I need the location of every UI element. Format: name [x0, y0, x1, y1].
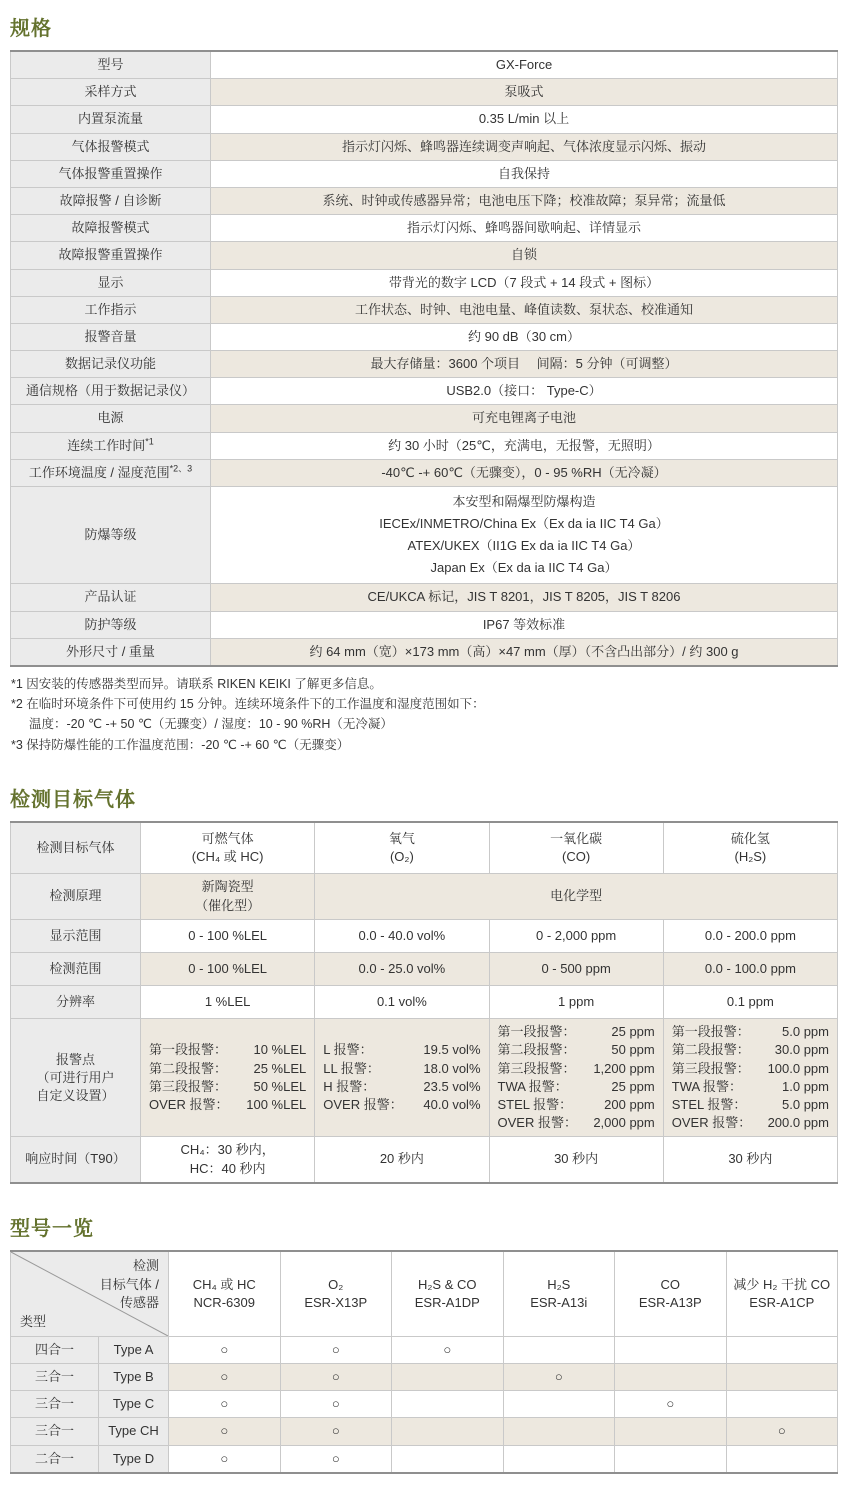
alarm-value: 40.0 vol% [423, 1097, 481, 1112]
spec-label: 报警音量 [11, 323, 211, 350]
footnote-marker: *1 [145, 436, 154, 447]
sensor-mark: ○ [169, 1445, 281, 1473]
corner-top-line: 检测 [132, 1257, 159, 1273]
sensor-mark [615, 1336, 727, 1363]
sensor-mark [392, 1363, 504, 1390]
footnote: *2 在临时环境条件下可使用约 15 分钟。连续环境条件下的工作温度和湿度范围如下： [11, 697, 485, 712]
spec-label: 防护等级 [11, 611, 211, 638]
explosion-line: 本安型和隔爆型防爆构造 [452, 494, 596, 509]
gas-display-range-row [11, 919, 838, 952]
model-type: Type B [99, 1363, 169, 1390]
spec-label: 采样方式 [11, 79, 211, 106]
sensor-mark [726, 1363, 838, 1390]
spec-row [11, 611, 838, 638]
alarm-label-line: （可进行用户 [36, 1069, 115, 1085]
response-value: 30 秒内 [663, 1137, 837, 1183]
model-category: 三合一 [11, 1363, 99, 1390]
sensor-gas: H₂S & CO [418, 1276, 477, 1292]
explosion-line: ATEX/UKEX（II1G Ex da ia IIC T4 Ga） [407, 538, 641, 554]
resolution-value: 0.1 vol% [315, 986, 489, 1019]
spec-label: 显示 [11, 269, 211, 296]
alarm-value: 10 %LEL [253, 1042, 307, 1058]
alarm-value: 200.0 ppm [767, 1115, 829, 1131]
gas-col-header [315, 822, 489, 874]
alarm-value: 19.5 vol% [423, 1042, 481, 1058]
spec-footnotes [11, 674, 838, 755]
sensor-model: ESR-A1DP [414, 1294, 480, 1310]
sensor-mark: ○ [169, 1363, 281, 1390]
spec-label: 数据记录仪功能 [11, 351, 211, 378]
alarm-name: 第一段报警： [671, 1024, 750, 1040]
spec-value: 最大存储量：3600 个项目 间隔：5 分钟（可调整） [211, 351, 838, 378]
spec-label [11, 432, 211, 459]
gas-detection-range-row [11, 952, 838, 985]
spec-label: 气体报警模式 [11, 133, 211, 160]
spec-value: 指示灯闪烁、蜂鸣器间歇响起、详情显示 [211, 215, 838, 242]
range-value: 0 - 100 %LEL [141, 919, 315, 952]
alarm-name: TWA 报警： [671, 1078, 743, 1094]
gas-resolution-row [11, 986, 838, 1019]
spec-row [11, 133, 838, 160]
model-section-title: 型号一览 [10, 1217, 94, 1240]
principle-electrochemical: 电化学型 [315, 874, 838, 919]
spec-label [11, 459, 211, 486]
model-type: Type D [99, 1445, 169, 1473]
gas-corner-label: 检测目标气体 [11, 822, 141, 874]
alarm-setpoints-combustible [141, 1019, 315, 1137]
sensor-col-header [615, 1251, 727, 1337]
alarm-value: 100.0 ppm [767, 1060, 829, 1076]
gas-formula: (CH₄ 或 HC) [191, 849, 264, 865]
spec-value: 指示灯闪烁、蜂鸣器连续调变声响起、气体浓度显示闪烁、振动 [211, 133, 838, 160]
alarm-value: 1,200 ppm [593, 1060, 655, 1076]
sensor-mark: ○ [280, 1445, 392, 1473]
model-row-type-a [11, 1336, 838, 1363]
sensor-mark: ○ [280, 1336, 392, 1363]
alarm-name: 第一段报警： [149, 1042, 228, 1058]
sensor-col-header [503, 1251, 615, 1337]
spec-value: 工作状态、时钟、电池电量、峰值读数、泵状态、校准通知 [211, 296, 838, 323]
sensor-gas: CO [660, 1276, 680, 1292]
spec-row [11, 79, 838, 106]
spec-label: 故障报警 / 自诊断 [11, 187, 211, 214]
spec-label: 故障报警重置操作 [11, 242, 211, 269]
sensor-col-header [392, 1251, 504, 1337]
sensor-gas: H₂S [547, 1276, 571, 1292]
response-line: HC：40 秒内 [189, 1160, 266, 1176]
alarm-value: 1.0 ppm [782, 1078, 829, 1094]
sensor-col-header [169, 1251, 281, 1337]
spec-row [11, 459, 838, 486]
sensor-mark: ○ [503, 1363, 615, 1390]
sensor-model: ESR-A13P [638, 1294, 702, 1310]
explosion-line: IECEx/INMETRO/China Ex（Ex da ia IIC T4 Ga） [379, 516, 669, 532]
model-row-type-c [11, 1391, 838, 1418]
spec-row [11, 405, 838, 432]
alarm-name: OVER 报警： [497, 1115, 577, 1131]
gas-row-label: 响应时间（T90） [11, 1137, 141, 1183]
model-type: Type C [99, 1391, 169, 1418]
alarm-name: 第二段报警： [671, 1042, 750, 1058]
gas-row-label [11, 1019, 141, 1137]
spec-value: -40℃ -+ 60℃（无骤变），0 - 95 %RH（无冷凝） [211, 459, 838, 486]
spec-value: 约 90 dB（30 cm） [211, 323, 838, 350]
spec-value: IP67 等效标准 [211, 611, 838, 638]
sensor-mark [726, 1336, 838, 1363]
gas-col-header [663, 822, 837, 874]
resolution-value: 0.1 ppm [663, 986, 837, 1019]
model-category: 二合一 [11, 1445, 99, 1473]
sensor-mark: ○ [726, 1418, 838, 1445]
model-table [10, 1250, 838, 1474]
alarm-value: 25 ppm [611, 1078, 655, 1094]
model-row-type-b [11, 1363, 838, 1390]
range-value: 0.0 - 200.0 ppm [663, 919, 837, 952]
spec-table [10, 50, 838, 667]
model-row-type-d [11, 1445, 838, 1473]
spec-row [11, 351, 838, 378]
corner-top-line: 传感器 [119, 1295, 159, 1311]
range-value: 0 - 500 ppm [489, 952, 663, 985]
spec-label: 故障报警模式 [11, 215, 211, 242]
gas-row-label: 检测原理 [11, 874, 141, 919]
range-value: 0.0 - 25.0 vol% [315, 952, 489, 985]
alarm-value: 30.0 ppm [774, 1042, 829, 1058]
sensor-mark [503, 1336, 615, 1363]
sensor-model: ESR-A1CP [749, 1294, 815, 1310]
range-value: 0.0 - 40.0 vol% [315, 919, 489, 952]
resolution-value: 1 ppm [489, 986, 663, 1019]
sensor-mark: ○ [280, 1391, 392, 1418]
spec-value: 约 30 小时（25℃，充满电，无报警，无照明） [211, 432, 838, 459]
sensor-mark: ○ [392, 1336, 504, 1363]
spec-value-explosion-rating [211, 487, 838, 584]
response-combustible [141, 1137, 315, 1183]
alarm-setpoints-oxygen [315, 1019, 489, 1137]
gas-name: 硫化氢 [730, 830, 770, 846]
spec-value: USB2.0（接口： Type-C） [211, 378, 838, 405]
principle-combustible [141, 874, 315, 919]
gas-row-label: 显示范围 [11, 919, 141, 952]
gas-row-label: 检测范围 [11, 952, 141, 985]
sensor-mark [392, 1418, 504, 1445]
alarm-value: 50 ppm [611, 1042, 655, 1058]
spec-value: 自锁 [211, 242, 838, 269]
alarm-name: TWA 报警： [497, 1078, 568, 1094]
alarm-setpoints-h2s [663, 1019, 837, 1137]
sensor-gas: CH₄ 或 HC [192, 1276, 256, 1292]
alarm-value: 100 %LEL [246, 1097, 307, 1112]
model-type: Type CH [99, 1418, 169, 1445]
response-value: 30 秒内 [489, 1137, 663, 1183]
alarm-name: H 报警： [323, 1078, 376, 1094]
alarm-value: 23.5 vol% [423, 1078, 481, 1094]
gas-principle-row [11, 874, 838, 919]
spec-value: 可充电锂离子电池 [211, 405, 838, 432]
gas-table [10, 821, 838, 1184]
model-category: 三合一 [11, 1418, 99, 1445]
spec-value: 泵吸式 [211, 79, 838, 106]
model-corner-cell [11, 1251, 169, 1337]
corner-top-line: 目标气体 / [99, 1276, 159, 1292]
spec-value: 自我保持 [211, 160, 838, 187]
resolution-value: 1 %LEL [141, 986, 315, 1019]
principle-line: 新陶瓷型 [201, 879, 254, 895]
gas-alarm-row [11, 1019, 838, 1137]
sensor-mark [615, 1418, 727, 1445]
alarm-value: 25 ppm [611, 1024, 655, 1040]
spec-row [11, 378, 838, 405]
gas-formula: (H₂S) [734, 849, 767, 865]
sensor-mark [392, 1391, 504, 1418]
alarm-setpoints-co [489, 1019, 663, 1137]
sensor-mark: ○ [280, 1418, 392, 1445]
range-value: 0 - 2,000 ppm [489, 919, 663, 952]
spec-row [11, 269, 838, 296]
sensor-mark: ○ [169, 1336, 281, 1363]
sensor-mark: ○ [169, 1391, 281, 1418]
alarm-label-line: 自定义设置） [36, 1087, 115, 1103]
sensor-mark [503, 1391, 615, 1418]
gas-section-title: 检测目标气体 [10, 788, 136, 811]
alarm-value: 200 ppm [604, 1097, 655, 1112]
spec-row [11, 323, 838, 350]
range-value: 0 - 100 %LEL [141, 952, 315, 985]
model-row-type-ch [11, 1418, 838, 1445]
model-category: 四合一 [11, 1336, 99, 1363]
sensor-mark [503, 1418, 615, 1445]
alarm-name: 第二段报警： [149, 1060, 228, 1076]
alarm-name: OVER 报警： [149, 1097, 229, 1112]
alarm-value: 2,000 ppm [593, 1115, 655, 1131]
alarm-value: 50 %LEL [253, 1078, 307, 1094]
alarm-name: 第三段报警： [671, 1060, 750, 1076]
spec-section-title: 规格 [10, 18, 52, 40]
sensor-mark [615, 1445, 727, 1473]
spec-row [11, 242, 838, 269]
alarm-name: STEL 报警： [671, 1097, 747, 1112]
alarm-label-line: 报警点 [55, 1051, 95, 1067]
sensor-mark [726, 1445, 838, 1473]
alarm-value: 5.0 ppm [782, 1097, 829, 1112]
gas-name: 可燃气体 [201, 830, 254, 846]
alarm-name: 第一段报警： [497, 1024, 576, 1040]
sensor-col-header [726, 1251, 838, 1337]
alarm-value: 18.0 vol% [423, 1060, 481, 1076]
alarm-name: 第三段报警： [149, 1078, 228, 1094]
spec-row [11, 187, 838, 214]
sensor-mark [392, 1445, 504, 1473]
sensor-gas: O₂ [328, 1276, 344, 1292]
sensor-gas: 减少 H₂ 干扰 CO [733, 1276, 831, 1292]
gas-header-row [11, 822, 838, 874]
corner-bottom-label: 类型 [20, 1313, 47, 1329]
spec-label: 气体报警重置操作 [11, 160, 211, 187]
gas-response-row [11, 1137, 838, 1183]
spec-row [11, 432, 838, 459]
sensor-mark [726, 1391, 838, 1418]
spec-value: 约 64 mm（宽）×173 mm（高）×47 mm（厚）（不含凸出部分）/ 约 300 g [211, 638, 838, 666]
spec-row [11, 487, 838, 584]
alarm-name: 第三段报警： [497, 1060, 576, 1076]
spec-value: 带背光的数字 LCD（7 段式 + 14 段式 + 图标） [211, 269, 838, 296]
corner-top-label [100, 1257, 159, 1314]
alarm-name: OVER 报警： [323, 1097, 403, 1112]
spec-value: GX-Force [211, 51, 838, 79]
sensor-mark: ○ [280, 1363, 392, 1390]
explosion-line: Japan Ex（Ex da ia IIC T4 Ga） [430, 560, 618, 576]
spec-value: CE/UKCA 标记，JIS T 8201，JIS T 8205，JIS T 8206 [211, 584, 838, 611]
alarm-value: 25 %LEL [253, 1060, 307, 1076]
gas-row-label: 分辨率 [11, 986, 141, 1019]
spec-row [11, 51, 838, 79]
spec-row [11, 215, 838, 242]
spec-row [11, 106, 838, 133]
gas-formula: (O₂) [389, 849, 414, 865]
gas-col-header [489, 822, 663, 874]
model-header-row [11, 1251, 838, 1337]
spec-label-text: 连续工作时间 [67, 437, 146, 453]
footnote: *1 因安装的传感器类型而异。请联系 RIKEN KEIKI 了解更多信息。 [11, 676, 382, 691]
alarm-name: 第二段报警： [497, 1042, 576, 1058]
principle-line: （催化型） [195, 897, 261, 913]
gas-formula: (CO) [562, 849, 591, 865]
alarm-name: OVER 报警： [671, 1115, 752, 1131]
sensor-mark: ○ [169, 1418, 281, 1445]
response-line: CH₄：30 秒内， [180, 1142, 275, 1158]
spec-label-text: 工作环境温度 / 湿度范围 [28, 464, 170, 480]
spec-label: 型号 [11, 51, 211, 79]
model-type: Type A [99, 1336, 169, 1363]
spec-row [11, 160, 838, 187]
range-value: 0.0 - 100.0 ppm [663, 952, 837, 985]
spec-label: 产品认证 [11, 584, 211, 611]
spec-label: 通信规格（用于数据记录仪） [11, 378, 211, 405]
spec-row [11, 638, 838, 666]
spec-value: 系统、时钟或传感器异常；电池电压下降；校准故障；泵异常；流量低 [211, 187, 838, 214]
sensor-col-header [280, 1251, 392, 1337]
model-category: 三合一 [11, 1391, 99, 1418]
sensor-mark [615, 1363, 727, 1390]
alarm-name: LL 报警： [323, 1060, 380, 1076]
gas-name: 氧气 [388, 830, 415, 846]
gas-name: 一氧化碳 [550, 830, 603, 846]
sensor-model: NCR-6309 [193, 1294, 255, 1310]
sensor-model: ESR-A13i [530, 1294, 588, 1310]
gas-col-header [141, 822, 315, 874]
spec-label: 内置泵流量 [11, 106, 211, 133]
alarm-name: L 报警： [323, 1042, 373, 1058]
response-value: 20 秒内 [315, 1137, 489, 1183]
spec-label: 外形尺寸 / 重量 [11, 638, 211, 666]
footnote: 温度：-20 ℃ -+ 50 ℃（无骤变）/ 湿度：10 - 90 %RH（无冷凝） [29, 717, 393, 732]
sensor-mark [503, 1445, 615, 1473]
spec-label: 电源 [11, 405, 211, 432]
footnote-marker: *2、3 [169, 463, 193, 474]
sensor-model: ESR-X13P [304, 1294, 368, 1310]
spec-label: 防爆等级 [11, 487, 211, 584]
alarm-name: STEL 报警： [497, 1097, 573, 1112]
spec-row [11, 296, 838, 323]
spec-label: 工作指示 [11, 296, 211, 323]
alarm-value: 5.0 ppm [782, 1024, 829, 1040]
spec-value: 0.35 L/min 以上 [211, 106, 838, 133]
spec-row [11, 584, 838, 611]
sensor-mark: ○ [615, 1391, 727, 1418]
footnote: *3 保持防爆性能的工作温度范围：-20 ℃ -+ 60 ℃（无骤变） [11, 737, 350, 752]
